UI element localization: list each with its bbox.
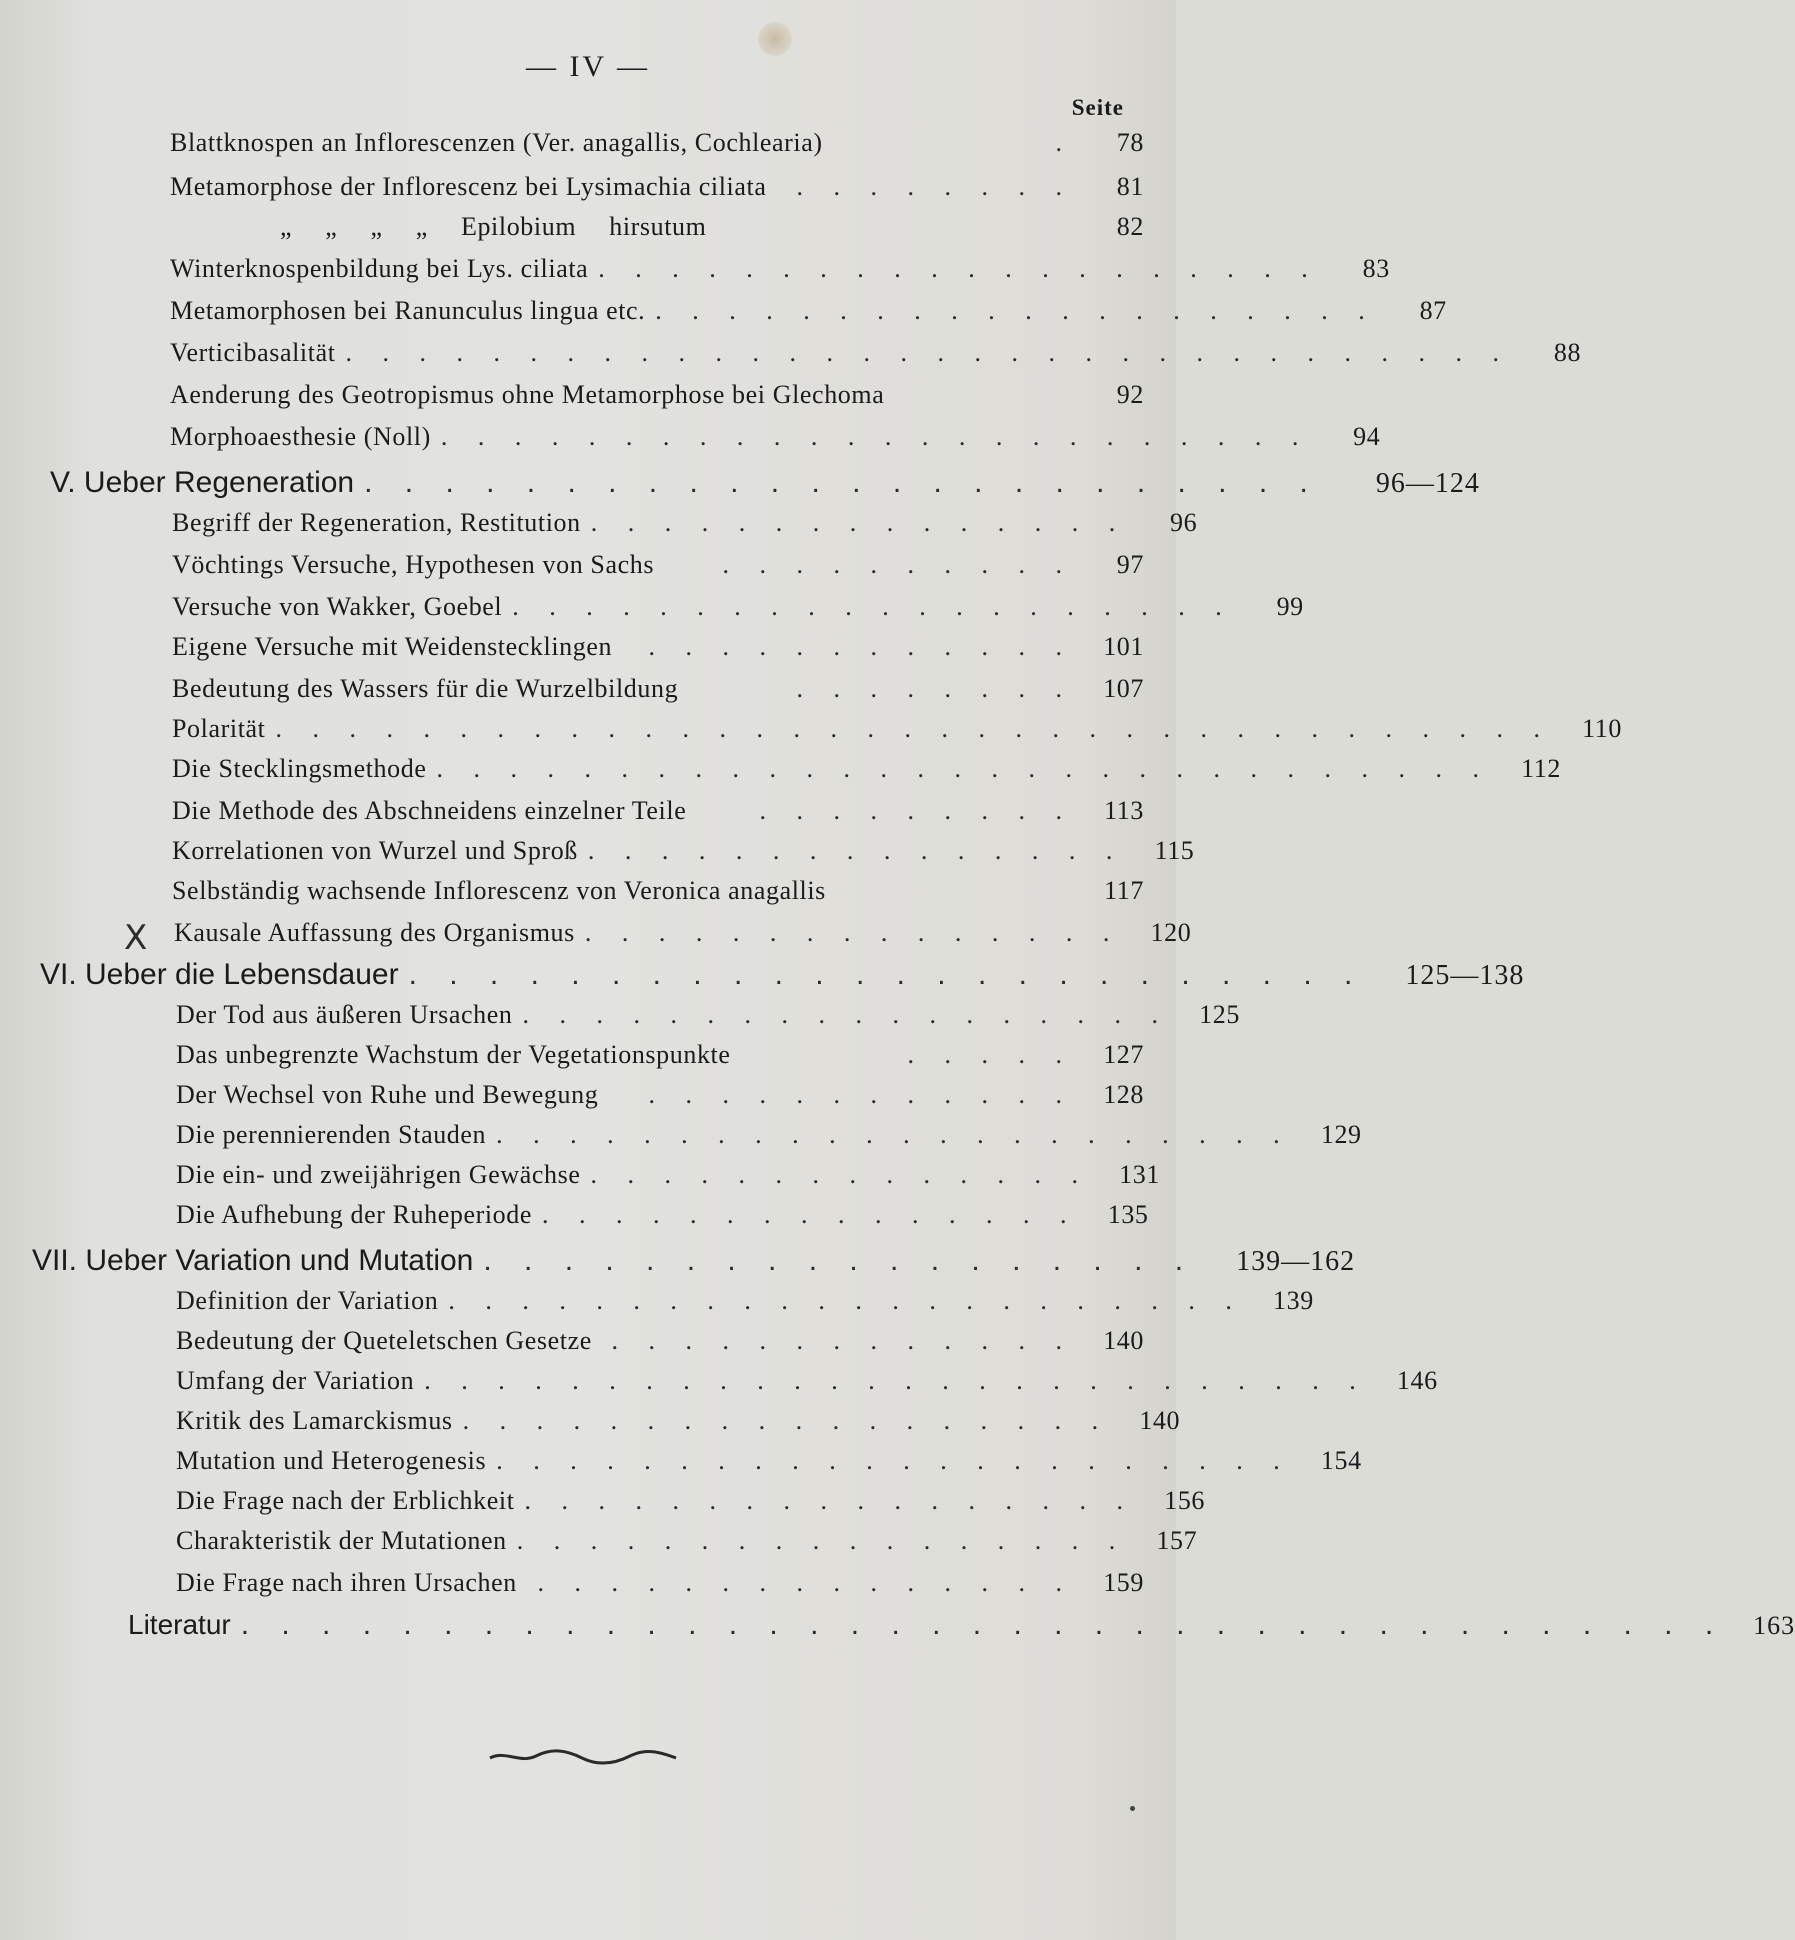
dot-leader: . . . . . . . . . . . . . . . . . . xyxy=(483,1244,1196,1277)
toc-entry xyxy=(176,1486,1206,1526)
toc-entry xyxy=(176,1406,1181,1446)
dot-leader: . . . . . . . . . . . . . . . . . . . . . . . . . . . . . . . . . . . . . xyxy=(240,1608,1726,1641)
dot-leader: . . . . . xyxy=(907,1040,1074,1069)
toc-entry-page: 110 xyxy=(1582,714,1622,743)
toc-entry-title: Mutation und Heterogenesis xyxy=(176,1446,487,1475)
dot-leader: . . . . . . . . . . . . . . . xyxy=(587,836,1125,865)
toc-entry-page: 112 xyxy=(1521,754,1561,783)
dot-leader: . . . . . . . . . . . . . . . . . . . . . . . . . . . . . . . . . . . xyxy=(275,714,1552,743)
toc-entry-page: 129 xyxy=(1320,1120,1362,1149)
toc-entry-title: Begriff der Regeneration, Restitution xyxy=(172,508,581,537)
toc-entry xyxy=(172,714,1622,754)
toc-entry-page: 157 xyxy=(1156,1526,1198,1555)
dot-leader: . . . . . . . . . . . . . . . . . . . . xyxy=(655,296,1377,325)
dot-leader: . . . . . . . . . . . . . . . . . . . . . . . . . . . . . . . . xyxy=(345,338,1512,367)
dot-leader: . . . . . . . . . . . . . . . xyxy=(537,1568,1074,1597)
toc-entry xyxy=(170,128,1144,168)
toc-entry xyxy=(170,172,1144,212)
toc-chapter-title: VII. Ueber Variation und Mutation xyxy=(32,1244,474,1277)
toc-chapter-title: V. Ueber Regeneration xyxy=(50,466,355,499)
paper-speck xyxy=(1130,1806,1135,1811)
toc-entry-page: 82 xyxy=(1116,212,1144,241)
dot-leader: . . . . . . . . . . . . . . . . . . . . . . . . . . . . . xyxy=(436,754,1491,783)
toc-entry-page: 163 xyxy=(1753,1611,1795,1640)
toc-entry-page: 127 xyxy=(1103,1040,1144,1069)
toc-chapter-pages: 139—162 xyxy=(1236,1246,1356,1277)
toc-chapter xyxy=(40,958,1525,998)
toc-entry-title: Der Tod aus äußeren Ursachen xyxy=(176,1000,513,1029)
toc-entry-page: 154 xyxy=(1320,1446,1362,1475)
page-number-header: — IV — xyxy=(525,50,651,83)
dot-leader: . . . . . . . . . . . . . . . . . . . . . . xyxy=(496,1446,1292,1475)
toc-chapter xyxy=(50,466,1480,506)
toc-entry-page: 99 xyxy=(1276,592,1304,621)
toc-entry-page: 83 xyxy=(1362,254,1390,283)
dot-leader: . . . . . . . . . . . . . . . . . xyxy=(524,1486,1136,1515)
toc-entry-page: 107 xyxy=(1103,674,1144,703)
toc-entry xyxy=(176,1568,1144,1608)
toc-entry-title: „ „ „ „ Epilobium hirsutum xyxy=(280,212,707,241)
toc-entry-title: Die ein- und zweijährigen Gewächse xyxy=(176,1160,581,1189)
toc-entry-page: 87 xyxy=(1419,296,1447,325)
dot-leader: . xyxy=(1055,128,1074,157)
toc-entry xyxy=(176,1286,1314,1326)
toc-entry-title: Versuche von Wakker, Goebel xyxy=(172,592,503,621)
toc-entry-title: Kausale Auffassung des Organismus xyxy=(174,918,575,947)
toc-entry-page: 156 xyxy=(1164,1486,1206,1515)
dot-leader: . . . . . . . . . . . . . . . . . . . . . . . . . . xyxy=(424,1366,1368,1395)
dot-leader: . . . . . . . . . . . . . . . . . xyxy=(516,1526,1128,1555)
toc-entry-title: Morphoaesthesie (Noll) xyxy=(170,422,431,451)
toc-entry xyxy=(172,550,1144,590)
toc-entry-title: Die Aufhebung der Ruheperiode xyxy=(176,1200,533,1229)
handwritten-margin-mark: X xyxy=(124,918,148,958)
dot-leader: . . . . . . . . xyxy=(796,172,1074,201)
toc-entry-title: Eigene Versuche mit Weidenstecklingen xyxy=(172,632,613,661)
toc-entry-page: 135 xyxy=(1107,1200,1149,1229)
dot-leader: . . . . . . . . . . . . . . . . . . . . xyxy=(598,254,1320,283)
dot-leader: . . . . . . . . . . . . . . xyxy=(590,1160,1090,1189)
toc-entry xyxy=(176,1526,1198,1566)
toc-entry-page: 131 xyxy=(1119,1160,1160,1189)
toc-entry-page: 96 xyxy=(1170,508,1198,537)
toc-entry-page: 128 xyxy=(1103,1080,1144,1109)
toc-entry-page: 117 xyxy=(1104,876,1144,905)
dot-leader: . . . . . . . . . . . . . . . . . . . . . . . . xyxy=(364,466,1320,499)
toc-entry xyxy=(172,754,1561,794)
toc-entry-page: 101 xyxy=(1103,632,1144,661)
toc-entry-title: Verticibasalität xyxy=(170,338,336,367)
toc-chapter xyxy=(32,1244,1356,1284)
toc-entry-page: 159 xyxy=(1103,1568,1144,1597)
dot-leader: . . . . . . . . . . . . . . . . . . . . . . . . xyxy=(408,958,1365,991)
dot-leader: . . . . . . . . . . . . . . . xyxy=(590,508,1128,537)
toc-entry xyxy=(176,1080,1144,1120)
toc-entry xyxy=(170,296,1447,336)
toc-entry-page: 146 xyxy=(1396,1366,1438,1395)
toc-entry-title: Charakteristik der Mutationen xyxy=(176,1526,507,1555)
toc-entry-page: 94 xyxy=(1353,422,1381,451)
toc-chapter-title: Literatur xyxy=(128,1609,231,1640)
dot-leader: . . . . . . . . . . . . . . . . . . . . xyxy=(512,592,1234,621)
toc-entry xyxy=(176,1160,1160,1200)
dot-leader: . . . . . . . . . . . . xyxy=(648,632,1074,661)
toc-entry xyxy=(176,1000,1240,1040)
toc-entry-title: Kritik des Lamarckismus xyxy=(176,1406,453,1435)
toc-entry-page: 139 xyxy=(1273,1286,1314,1315)
toc-entry xyxy=(176,1326,1144,1366)
toc-entry-page: 113 xyxy=(1104,796,1144,825)
toc-chapter-pages: 96—124 xyxy=(1375,468,1480,499)
toc-entry xyxy=(170,338,1582,378)
toc-entry-page: 88 xyxy=(1553,338,1582,367)
toc-entry-title: Bedeutung des Wassers für die Wurzelbildung xyxy=(172,674,679,703)
toc-entry-title: Metamorphosen bei Ranunculus lingua etc. xyxy=(170,296,646,325)
toc-entry-page: 81 xyxy=(1116,172,1144,201)
toc-entry-page: 78 xyxy=(1116,128,1144,157)
seite-column-label: Seite xyxy=(1071,95,1124,120)
dot-leader: . . . . . . . . . xyxy=(759,796,1074,825)
dot-leader: . . . . . . . . . . . . . . . . . . xyxy=(522,1000,1170,1029)
dot-leader: . . . . . . . . xyxy=(796,674,1074,703)
toc-entry xyxy=(170,254,1390,294)
toc-entry-title: Die Frage nach ihren Ursachen xyxy=(176,1568,517,1597)
toc-entry-title: Selbständig wachsende Inflorescenz von Veronica anagallis xyxy=(172,876,826,905)
dot-leader: . . . . . . . . . . . . . . . . . . xyxy=(462,1406,1111,1435)
toc-entry xyxy=(172,674,1144,714)
toc-entry-title: Die Frage nach der Erblichkeit xyxy=(176,1486,515,1515)
dot-leader: . . . . . . . . . . . . . . . xyxy=(584,918,1122,947)
toc-entry-title: Der Wechsel von Ruhe und Bewegung xyxy=(176,1080,599,1109)
toc-entry-page: 120 xyxy=(1150,918,1192,947)
toc-entry xyxy=(176,1040,1144,1080)
toc-chapter xyxy=(128,1608,1795,1648)
dot-leader: . . . . . . . . . . . . . . . . . . . . . . xyxy=(496,1120,1292,1149)
toc-entry xyxy=(172,508,1198,548)
toc-entry-title: Umfang der Variation xyxy=(176,1366,415,1395)
toc-entry-title: Die perennierenden Stauden xyxy=(176,1120,487,1149)
toc-entry-page: 97 xyxy=(1116,550,1144,579)
toc-entry xyxy=(172,632,1144,672)
toc-entry-page: 140 xyxy=(1139,1406,1181,1435)
toc-entry-title: Blattknospen an Inflorescenzen (Ver. anagallis, Cochlearia) xyxy=(170,128,823,157)
dot-leader: . . . . . . . . . . . . . xyxy=(611,1326,1074,1355)
toc-chapter-pages: 125—138 xyxy=(1405,960,1525,991)
toc-entry xyxy=(172,796,1144,836)
toc-entry xyxy=(172,592,1304,632)
toc-entry xyxy=(176,1366,1438,1406)
toc-chapter-title: VI. Ueber die Lebensdauer xyxy=(40,958,399,991)
toc-entry-title: Polarität xyxy=(172,714,266,743)
toc-entry xyxy=(176,1120,1362,1160)
toc-entry-title: Die Stecklingsmethode xyxy=(172,754,427,783)
dot-leader: . . . . . . . . . . . . . . . xyxy=(542,1200,1079,1229)
toc-entry xyxy=(172,876,1144,916)
toc-entry xyxy=(170,380,1144,420)
toc-entry-title: Bedeutung der Queteletschen Gesetze xyxy=(176,1326,592,1355)
toc-entry xyxy=(174,918,1192,958)
toc-entry-title: Das unbegrenzte Wachstum der Vegetationspunkte xyxy=(176,1040,731,1069)
dot-leader: . . . . . . . . . . xyxy=(722,550,1074,579)
decorative-wavy-rule xyxy=(486,1744,680,1772)
toc-entry xyxy=(176,1200,1149,1240)
toc-entry-title: Aenderung des Geotropismus ohne Metamorphose bei Glechoma xyxy=(170,380,885,409)
dot-leader: . . . . . . . . . . . . . . . . . . . . . . xyxy=(448,1286,1244,1315)
toc-entry xyxy=(280,212,1144,252)
toc-entry-page: 92 xyxy=(1116,380,1144,409)
toc-entry-title: Vöchtings Versuche, Hypothesen von Sachs xyxy=(172,550,655,579)
toc-entry-title: Korrelationen von Wurzel und Sproß xyxy=(172,836,578,865)
toc-entry-page: 115 xyxy=(1154,836,1195,865)
toc-entry-title: Metamorphose der Inflorescenz bei Lysimachia ciliata xyxy=(170,172,767,201)
toc-entry xyxy=(176,1446,1362,1486)
toc-entry-title: Definition der Variation xyxy=(176,1286,439,1315)
toc-entry-title: Winterknospenbildung bei Lys. ciliata xyxy=(170,254,589,283)
toc-entry xyxy=(172,836,1195,876)
toc-entry-page: 125 xyxy=(1199,1000,1240,1029)
dot-leader: . . . . . . . . . . . . xyxy=(648,1080,1074,1109)
dot-leader: . . . . . . . . . . . . . . . . . . . . . . . . xyxy=(440,422,1311,451)
toc-entry xyxy=(170,422,1381,462)
toc-entry-title: Die Methode des Abschneidens einzelner Teile xyxy=(172,796,687,825)
toc-entry-page: 140 xyxy=(1103,1326,1144,1355)
